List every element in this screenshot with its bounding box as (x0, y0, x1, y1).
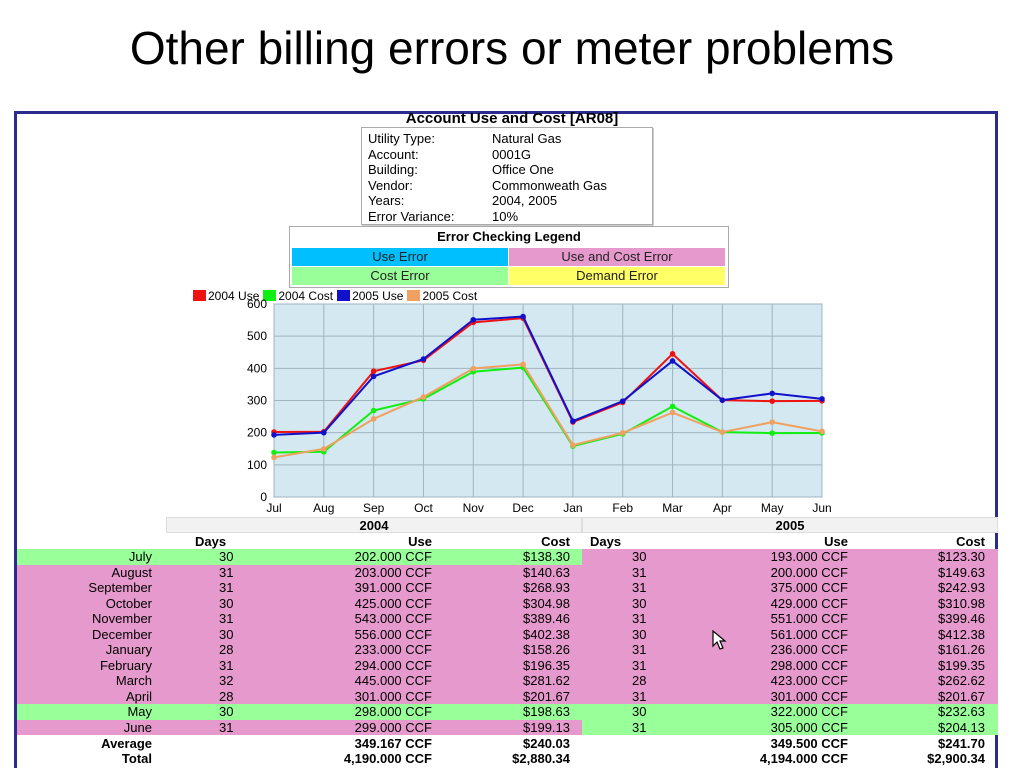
x-tick-label: Oct (414, 501, 433, 515)
data-point (720, 429, 726, 435)
report-title: Account Use and Cost [AR08] (405, 110, 619, 127)
info-value: 10% (492, 208, 519, 224)
days-2005-cell: 28 (632, 673, 647, 688)
info-value: Office One (492, 162, 554, 177)
info-value: 0001G (492, 146, 532, 162)
summary-label: Average (101, 736, 152, 751)
data-point (819, 396, 825, 402)
cost-2004-cell: $140.63 (523, 564, 570, 580)
row-bg-2004 (17, 720, 582, 736)
table-row (17, 658, 997, 674)
table-row (17, 627, 997, 643)
cost-2004-cell: $158.26 (523, 642, 570, 657)
cost-2005-cell: $204.13 (938, 719, 985, 735)
row-bg-2004 (17, 673, 582, 689)
cost-2005-cell: $149.63 (938, 564, 985, 580)
column-header: Use (824, 534, 848, 549)
days-2004-cell: 31 (219, 719, 234, 735)
data-point (371, 408, 377, 414)
summary-cost-2004: $2,880.34 (512, 751, 570, 766)
mouse-cursor-icon (712, 630, 730, 652)
use-2005-cell: 322.000 CCF (770, 704, 848, 719)
days-2004-cell: 31 (219, 580, 234, 595)
use-2004-cell: 294.000 CCF (354, 657, 432, 673)
days-2005-cell: 30 (632, 626, 647, 642)
table-row (17, 673, 997, 689)
summary-cost-2005: $2,900.34 (927, 751, 985, 766)
year-header-2004: 2004 (166, 517, 582, 533)
month-cell: May (127, 704, 152, 719)
row-bg-2004 (17, 565, 582, 581)
info-label: Utility Type: (368, 131, 435, 146)
days-2004-cell: 30 (219, 704, 234, 719)
cost-2005-cell: $201.67 (938, 688, 985, 704)
use-2004-cell: 391.000 CCF (354, 580, 432, 595)
legend-use-and-cost-error: Use and Cost Error (509, 248, 725, 266)
y-tick-label: 0 (260, 490, 267, 504)
use-2005-cell: 375.000 CCF (770, 580, 848, 595)
data-point (470, 317, 476, 323)
table-row (17, 580, 997, 596)
days-2004-cell: 31 (219, 564, 234, 580)
info-value: Natural Gas (492, 131, 562, 146)
data-point (570, 418, 576, 424)
table-row (17, 565, 997, 581)
info-label: Account: (368, 146, 419, 162)
month-cell: August (111, 564, 152, 580)
days-2004-cell: 28 (219, 642, 234, 657)
column-header: Use (408, 534, 432, 549)
cost-2004-cell: $389.46 (523, 611, 570, 626)
summary-use-2004: 4,190.000 CCF (343, 751, 432, 766)
table-row (17, 689, 997, 705)
days-2005-cell: 31 (632, 642, 647, 657)
data-point (321, 430, 327, 436)
data-point (570, 442, 576, 448)
cost-2005-cell: $199.35 (938, 657, 985, 673)
data-point (520, 362, 526, 368)
use-2004-cell: 202.000 CCF (354, 549, 432, 564)
days-2005-cell: 31 (632, 564, 647, 580)
data-point (819, 429, 825, 435)
cost-2004-cell: $199.13 (523, 719, 570, 735)
month-cell: February (99, 657, 152, 673)
use-2004-cell: 301.000 CCF (354, 688, 432, 704)
info-label: Vendor: (368, 177, 413, 193)
data-point (720, 397, 726, 403)
use-2005-cell: 200.000 CCF (770, 564, 848, 580)
cost-2004-cell: $304.98 (523, 595, 570, 611)
column-header: Cost (956, 534, 985, 549)
month-cell: January (105, 642, 152, 657)
row-bg-2004 (17, 689, 582, 705)
data-point (620, 398, 626, 404)
summary-cost-2004: $240.03 (523, 736, 570, 751)
days-2004-cell: 30 (219, 549, 234, 564)
x-tick-label: Jun (812, 501, 832, 515)
legend-title: Error Checking Legend (437, 229, 581, 244)
days-2005-cell: 30 (632, 704, 647, 719)
use-2005-cell: 236.000 CCF (770, 642, 848, 657)
days-2004-cell: 30 (219, 626, 234, 642)
month-cell: December (92, 626, 152, 642)
use-2005-cell: 561.000 CCF (770, 626, 848, 642)
x-tick-label: Nov (462, 501, 484, 515)
data-point (769, 419, 775, 425)
year-header-2005: 2005 (582, 517, 998, 533)
cost-2005-cell: $161.26 (938, 642, 985, 657)
cost-2004-cell: $281.62 (523, 673, 570, 688)
use-2005-cell: 193.000 CCF (770, 549, 848, 564)
cost-2005-cell: $310.98 (938, 595, 985, 611)
y-tick-label: 500 (246, 329, 267, 344)
legend-cost-error: Cost Error (292, 267, 508, 285)
use-2005-cell: 298.000 CCF (770, 657, 848, 673)
series-legend-label: 2005 Use (352, 289, 404, 303)
days-2005-cell: 30 (632, 595, 647, 611)
month-cell: October (105, 595, 152, 611)
summary-cost-2005: $241.70 (938, 736, 985, 751)
column-header: Cost (541, 534, 570, 549)
cost-2004-cell: $138.30 (523, 549, 570, 564)
use-2004-cell: 445.000 CCF (354, 673, 432, 688)
summary-use-2004: 349.167 CCF (354, 736, 432, 751)
cost-2004-cell: $201.67 (523, 688, 570, 704)
cost-2005-cell: $399.46 (938, 611, 985, 626)
data-point (670, 404, 676, 410)
cost-2004-cell: $196.35 (523, 657, 570, 673)
month-cell: March (115, 673, 152, 688)
data-point (371, 374, 377, 380)
info-label: Building: (368, 162, 418, 177)
data-point (421, 394, 427, 400)
data-point (371, 416, 377, 422)
x-tick-label: Apr (713, 501, 732, 515)
use-2004-cell: 233.000 CCF (354, 642, 432, 657)
table-row (17, 642, 997, 658)
data-point (670, 358, 676, 364)
info-label: Error Variance: (368, 208, 455, 224)
cost-2005-cell: $232.63 (938, 704, 985, 719)
series-swatch (193, 290, 206, 301)
cost-2005-cell: $123.30 (938, 549, 985, 564)
use-2005-cell: 305.000 CCF (770, 719, 848, 735)
month-cell: July (128, 549, 152, 564)
row-bg-2004 (17, 596, 582, 612)
days-2004-cell: 32 (219, 673, 234, 688)
y-tick-label: 100 (246, 457, 267, 472)
cost-2004-cell: $268.93 (523, 580, 570, 595)
summary-label: Total (121, 751, 152, 766)
table-row (17, 596, 997, 612)
row-bg-2004 (17, 549, 582, 565)
data-point (670, 351, 676, 357)
x-tick-label: Mar (662, 501, 683, 515)
table-row (17, 549, 997, 565)
days-2005-cell: 31 (632, 611, 647, 626)
x-tick-label: Aug (313, 501, 335, 515)
summary-use-2005: 4,194.000 CCF (759, 751, 848, 766)
report-info-box (361, 127, 653, 225)
cost-2004-cell: $198.63 (523, 704, 570, 719)
x-tick-label: May (760, 501, 784, 515)
table-row (17, 720, 997, 736)
month-cell: June (123, 719, 152, 735)
days-2005-cell: 31 (632, 688, 647, 704)
month-cell: April (125, 688, 152, 704)
slide-title: Other billing errors or meter problems (129, 22, 895, 74)
days-2004-cell: 31 (219, 611, 234, 626)
cost-2005-cell: $412.38 (938, 626, 985, 642)
use-2005-cell: 429.000 CCF (770, 595, 848, 611)
data-point (321, 446, 327, 452)
x-tick-label: Jan (563, 501, 583, 515)
data-point (769, 430, 775, 436)
info-value: 2004, 2005 (492, 193, 558, 208)
data-point (371, 368, 377, 374)
month-cell: November (92, 611, 152, 626)
data-point (271, 450, 277, 456)
days-2005-cell: 31 (632, 719, 647, 735)
legend-use-error: Use Error (292, 248, 508, 266)
days-2005-cell: 31 (632, 580, 647, 595)
data-point (670, 410, 676, 416)
days-2005-cell: 31 (632, 657, 647, 673)
y-tick-label: 600 (246, 298, 267, 311)
use-2005-cell: 423.000 CCF (770, 673, 848, 688)
row-bg-2004 (17, 704, 582, 720)
use-cost-line-chart (225, 298, 835, 520)
table-row (17, 611, 997, 627)
legend-demand-error: Demand Error (509, 267, 725, 285)
data-point (620, 430, 626, 436)
row-bg-2004 (17, 642, 582, 658)
data-point (769, 391, 775, 397)
error-checking-legend (289, 226, 729, 288)
days-2004-cell: 30 (219, 595, 234, 611)
use-2004-cell: 203.000 CCF (354, 564, 432, 580)
data-point (520, 314, 526, 320)
series-legend-label: 2005 Cost (422, 289, 478, 303)
x-tick-label: Sep (362, 501, 385, 515)
x-tick-label: Feb (612, 501, 634, 515)
info-label: Years: (368, 193, 405, 208)
days-2004-cell: 28 (219, 688, 234, 704)
cost-2005-cell: $242.93 (938, 580, 985, 595)
use-2004-cell: 299.000 CCF (354, 719, 432, 735)
data-point (421, 356, 427, 362)
series-legend-label: 2004 Cost (278, 289, 334, 303)
days-2004-cell: 31 (219, 657, 234, 673)
days-2005-cell: 30 (632, 549, 647, 564)
use-2004-cell: 298.000 CCF (354, 704, 432, 719)
data-point (470, 366, 476, 372)
x-tick-label: Dec (512, 501, 534, 515)
table-row (17, 704, 997, 720)
summary-use-2005: 349.500 CCF (770, 736, 848, 751)
use-2004-cell: 556.000 CCF (354, 626, 432, 642)
column-header: Days (590, 534, 622, 549)
series-legend-label: 2004 Use (208, 289, 260, 303)
info-value: Commonweath Gas (492, 177, 607, 193)
month-cell: September (88, 580, 152, 595)
y-tick-label: 400 (246, 361, 267, 376)
data-point (271, 455, 277, 461)
use-2005-cell: 551.000 CCF (770, 611, 848, 626)
y-tick-label: 300 (246, 393, 267, 408)
cost-2005-cell: $262.62 (938, 673, 985, 688)
use-2004-cell: 543.000 CCF (354, 611, 432, 626)
summary-row (17, 736, 997, 751)
use-2005-cell: 301.000 CCF (770, 688, 848, 704)
data-point (271, 432, 277, 438)
y-tick-label: 200 (246, 425, 267, 440)
summary-row (17, 751, 997, 766)
cost-2004-cell: $402.38 (523, 626, 570, 642)
x-tick-label: Jul (266, 501, 282, 515)
use-2004-cell: 425.000 CCF (354, 595, 432, 611)
column-header: Days (195, 534, 227, 549)
data-point (769, 398, 775, 404)
